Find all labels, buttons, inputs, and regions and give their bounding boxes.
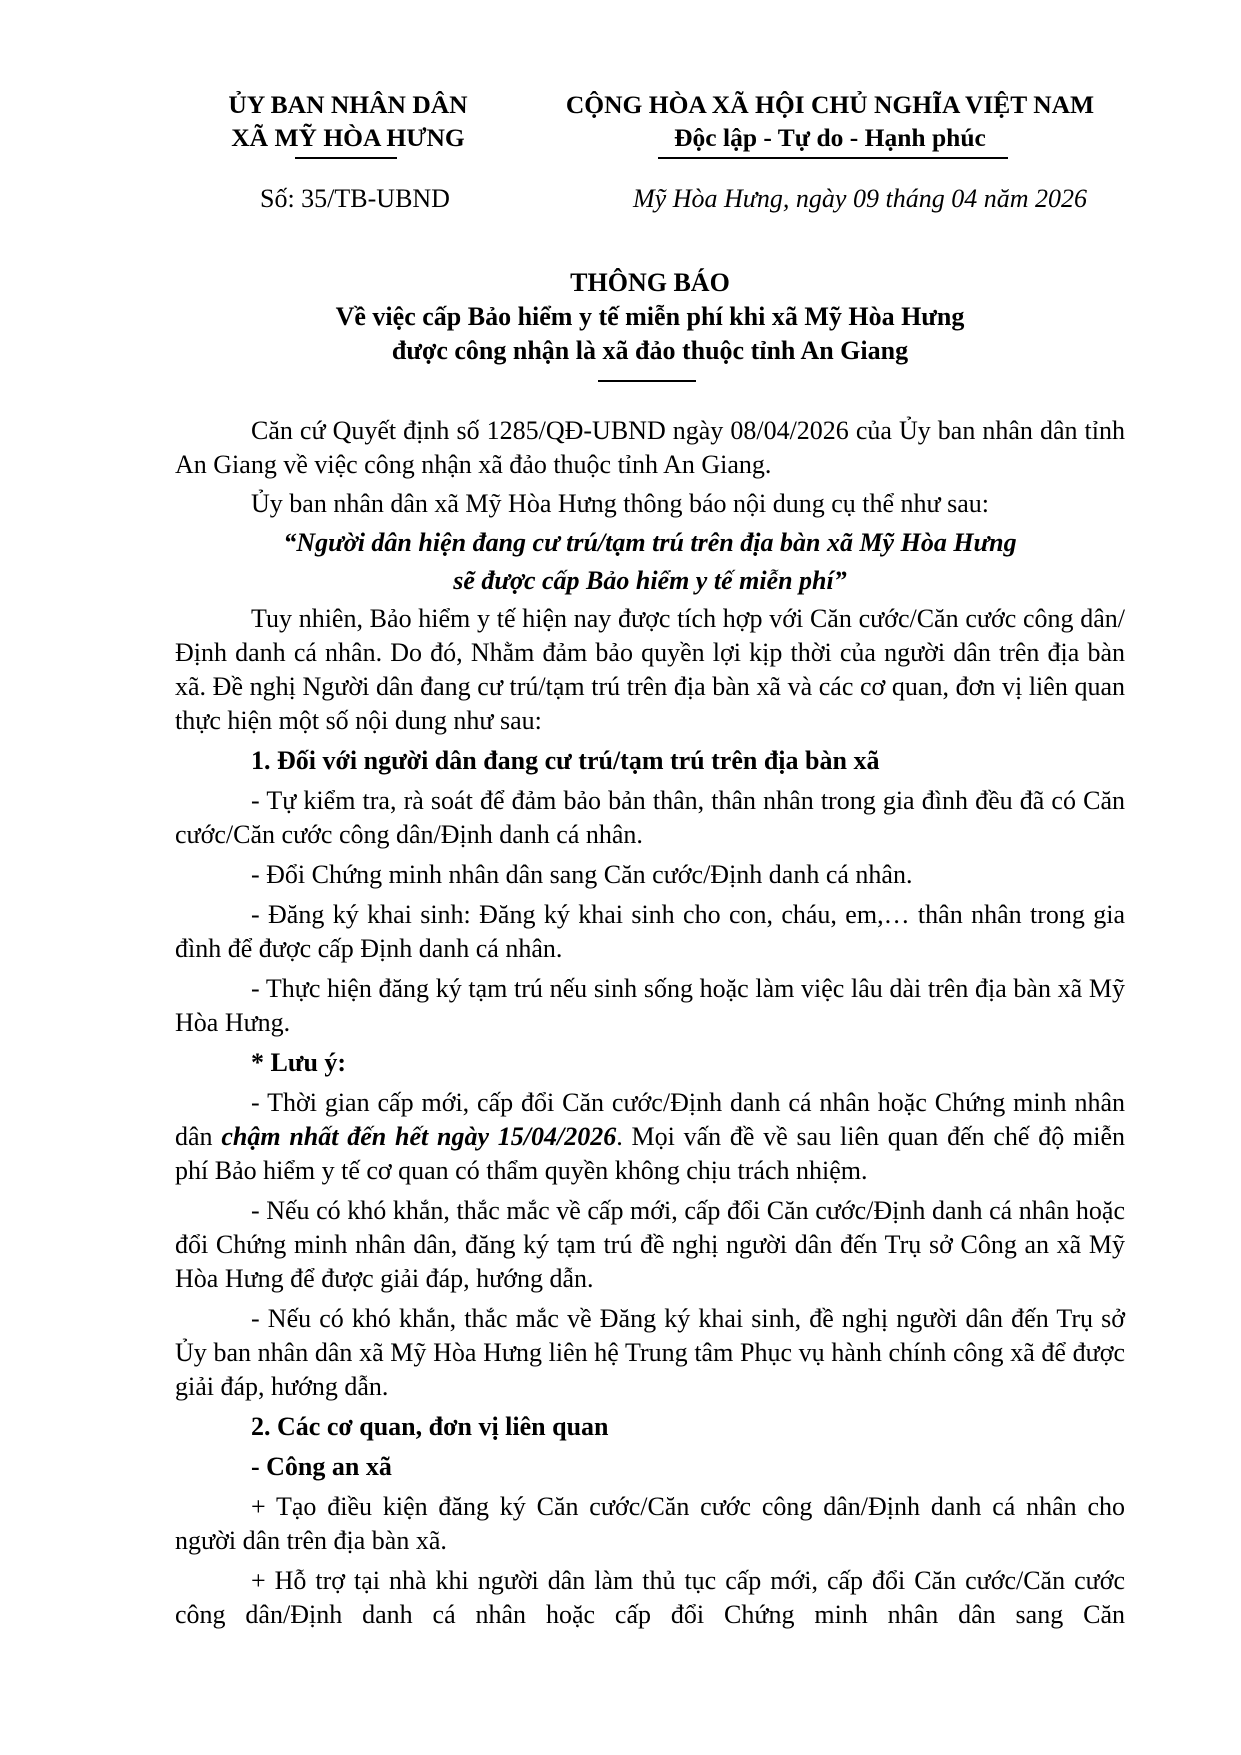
note-heading: * Lưu ý:: [251, 1048, 347, 1077]
issuer-line2: XÃ MỸ HÒA HƯNG: [231, 123, 465, 152]
place-date: Mỹ Hòa Hưng, ngày 09 tháng 04 năm 2026: [633, 184, 1087, 213]
note-1: [175, 1086, 1125, 1188]
section-2-item-2: + Hỗ trợ tại nhà khi người dân làm thủ tục cấp mới, cấp đổi Căn cước/Căn cước công dân/Định danh cá nhân hoặc cấp đổi Chứng minh nhân dân sang Căn: [175, 1566, 1125, 1629]
note-3: - Nếu có khó khắn, thắc mắc về Đăng ký khai sinh, đề nghị người dân đến Trụ sở Ủy ban nhân dân xã Mỹ Hòa Hưng liên hệ Trung tâm Phục vụ hành chính công xã để được giải đáp, hướng dẫn.: [175, 1304, 1125, 1401]
issuer-underline: [295, 157, 397, 159]
section-2-subheading: - Công an xã: [251, 1452, 392, 1481]
section-1-item-2: - Đổi Chứng minh nhân dân sang Căn cước/Định danh cá nhân.: [251, 860, 913, 889]
motto-line: Độc lập - Tự do - Hạnh phúc: [674, 123, 986, 152]
note-1-text-end: . Mọi vấn đề về sau liên quan đến chế độ miễn phí Bảo hiểm y tế cơ quan có thẩm quyền không chịu trách nhiệm.: [175, 1122, 1125, 1185]
title-sub-1: Về việc cấp Bảo hiểm y tế miễn phí khi xã Mỹ Hòa Hưng: [335, 302, 965, 331]
motto-underline: [658, 157, 1008, 159]
national-motto: [540, 88, 1120, 154]
intro-paragraph: Ủy ban nhân dân xã Mỹ Hòa Hưng thông báo nội dung cụ thể như sau:: [251, 489, 990, 518]
section-2-item-1: + Tạo điều kiện đăng ký Căn cước/Căn cước công dân/Định danh cá nhân cho người dân trên địa bàn xã.: [175, 1492, 1125, 1555]
issuer-name: [183, 88, 513, 154]
section-2-heading: 2. Các cơ quan, đơn vị liên quan: [251, 1412, 609, 1441]
deadline-emphasis: chậm nhất đến hết ngày 15/04/2026: [221, 1122, 617, 1151]
document-body: [175, 414, 1125, 1632]
title-main: THÔNG BÁO: [570, 268, 730, 297]
document-title: [175, 266, 1125, 368]
national-title: CỘNG HÒA XÃ HỘI CHỦ NGHĨA VIỆT NAM: [565, 90, 1095, 119]
quote-line-1: “Người dân hiện đang cư trú/tạm trú trên địa bàn xã Mỹ Hòa Hưng: [283, 528, 1017, 557]
note-1-text: - Thời gian cấp mới, cấp đổi Căn cước/Định danh cá nhân hoặc Chứng minh nhân dân: [175, 1088, 1125, 1151]
note-2: - Nếu có khó khắn, thắc mắc về cấp mới, cấp đổi Căn cước/Định danh cá nhân hoặc đổi Chứng minh nhân dân, đăng ký tạm trú đề nghị người dân đến Trụ sở Công an xã Mỹ Hòa Hưng để được giải đáp, hướng dẫn.: [175, 1196, 1125, 1293]
issuer-line1: ỦY BAN NHÂN DÂN: [228, 90, 468, 119]
document-number: Số: 35/TB-UBND: [260, 184, 450, 213]
section-1-heading: 1. Đối với người dân đang cư trú/tạm trú trên địa bàn xã: [251, 746, 880, 775]
quote-line-2: sẽ được cấp Bảo hiểm y tế miễn phí”: [453, 566, 847, 595]
title-sub-2: được công nhận là xã đảo thuộc tỉnh An Giang: [391, 336, 909, 365]
section-1-item-1: - Tự kiểm tra, rà soát để đảm bảo bản thân, thân nhân trong gia đình đều đã có Căn cước/Căn cước công dân/Định danh cá nhân.: [175, 786, 1125, 849]
however-paragraph: Tuy nhiên, Bảo hiểm y tế hiện nay được tích hợp với Căn cước/Căn cước công dân/Định danh cá nhân. Do đó, Nhằm đảm bảo quyền lợi kịp thời của người dân trên địa bàn xã. Đề nghị Người dân đang cư trú/tạm trú trên địa bàn xã và các cơ quan, đơn vị liên quan thực hiện một số nội dung như sau:: [175, 604, 1125, 735]
legal-basis: Căn cứ Quyết định số 1285/QĐ-UBND ngày 08/04/2026 của Ủy ban nhân dân tỉnh An Giang về việc công nhận xã đảo thuộc tỉnh An Giang.: [175, 416, 1125, 479]
title-underline: [598, 380, 696, 382]
section-1-item-3: - Đăng ký khai sinh: Đăng ký khai sinh cho con, cháu, em,… thân nhân trong gia đình để được cấp Định danh cá nhân.: [175, 900, 1125, 963]
section-1-item-4: - Thực hiện đăng ký tạm trú nếu sinh sống hoặc làm việc lâu dài trên địa bàn xã Mỹ Hòa Hưng.: [175, 974, 1125, 1037]
